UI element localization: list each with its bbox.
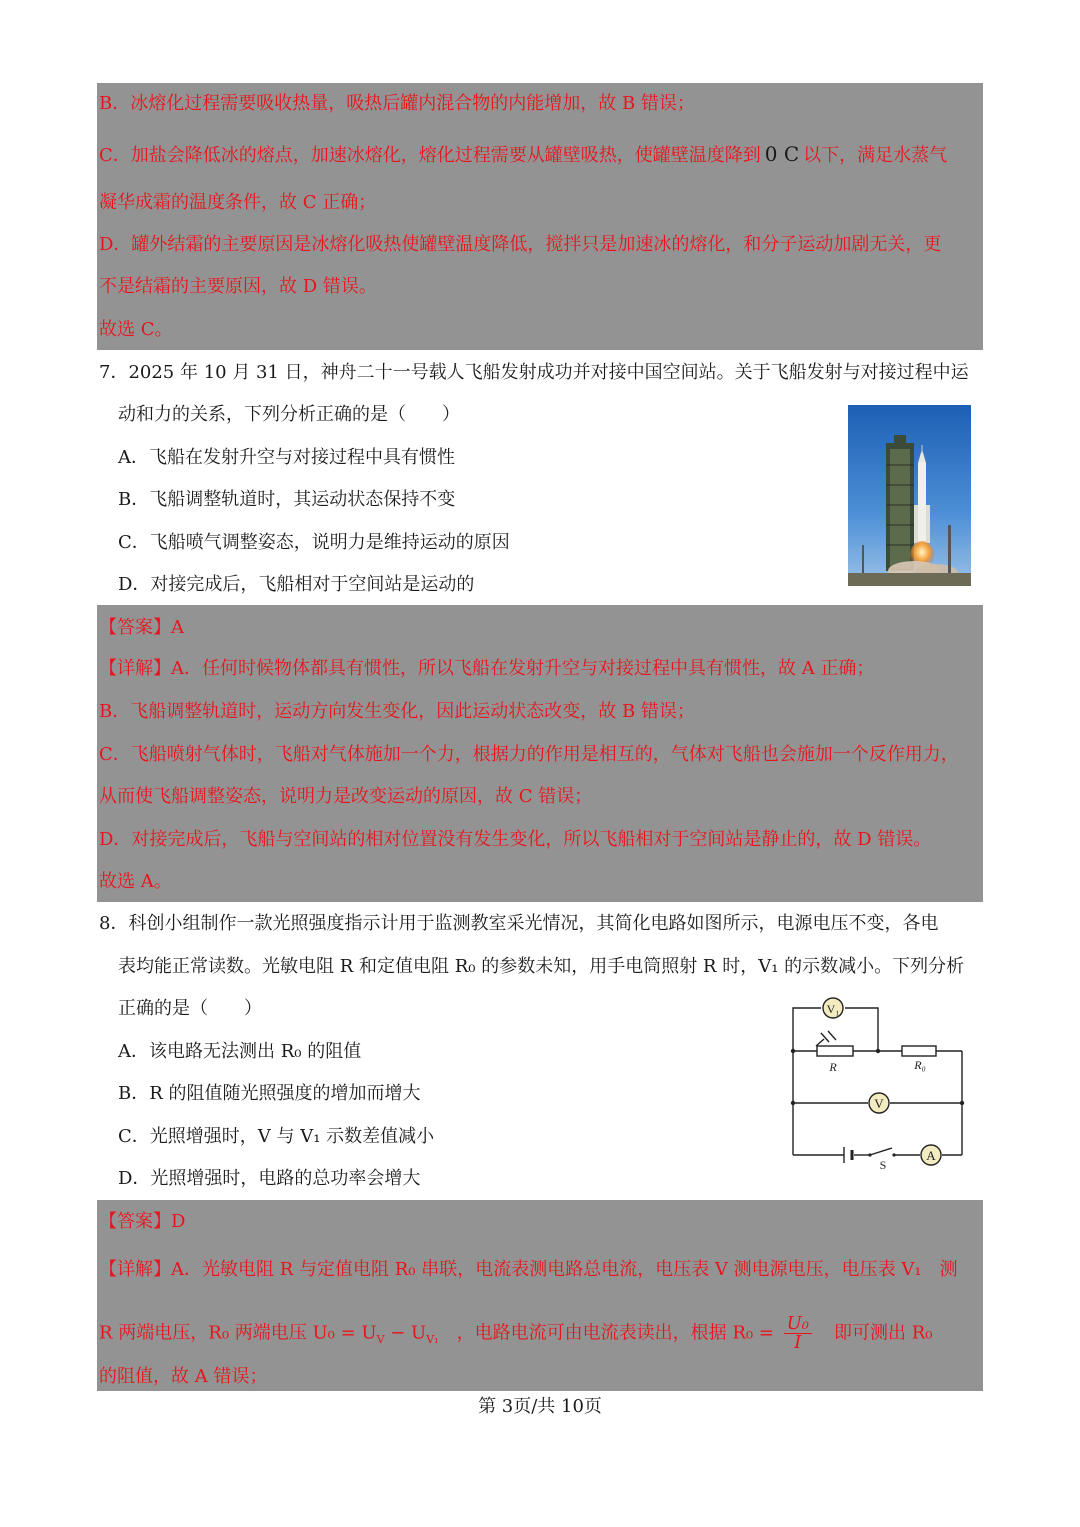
q8-explain-2c: ，电路电流可由电流表读出，根据 R₀ = — [438, 1322, 774, 1344]
rocket-launch-image — [848, 405, 971, 586]
label-v1: V₁ — [826, 1002, 840, 1016]
q8-option-b: B．R 的阻值随光照强度的增加而增大 — [118, 1083, 421, 1104]
q7-option-c: C．飞船喷气调整姿态，说明力是维持运动的原因 — [118, 532, 510, 553]
answer-pick: 故选 C。 — [99, 319, 173, 340]
temperature-value: 0 C — [764, 142, 800, 166]
q7-explain-6: 故选 A。 — [99, 871, 172, 892]
q7-option-b: B．飞船调整轨道时，其运动状态保持不变 — [118, 489, 456, 510]
q8-explain-2 — [99, 1315, 981, 1352]
q8-sub-v1: V₁ — [426, 1333, 439, 1347]
label-a: A — [926, 1148, 936, 1163]
label-r0: R₀ — [914, 1058, 926, 1072]
fraction — [784, 1315, 812, 1352]
q8-option-d: D．光照增强时，电路的总功率会增大 — [118, 1168, 421, 1189]
q8-stem-line3: 正确的是（ ） — [118, 998, 262, 1019]
q8-option-c: C．光照增强时，V 与 V₁ 示数差值减小 — [118, 1126, 435, 1147]
answer-line-c1-end: 以下，满足水蒸气 — [803, 145, 948, 166]
answer-line-c1-text: C．加盐会降低冰的熔点，加速冰熔化，熔化过程需要从罐壁吸热，使罐壁温度降到 — [99, 145, 761, 166]
q7-explain-2: B．飞船调整轨道时，运动方向发生变化，因此运动状态改变，故 B 错误； — [99, 701, 695, 722]
label-s: S — [879, 1158, 887, 1172]
label-r: R — [829, 1060, 837, 1074]
q8-stem-line1: 8．科创小组制作一款光照强度指示计用于监测教室采光情况，其简化电路如图所示，电源电压不变，各电 — [99, 913, 939, 934]
q8-explain-2a: R 两端电压，R₀ 两端电压 U₀ = U — [99, 1322, 377, 1344]
answer-line-d1: D．罐外结霜的主要原因是冰熔化吸热使罐壁温度降低，搅拌只是加速冰的熔化，和分子运动加剧无关，更 — [99, 234, 942, 255]
q7-option-a: A．飞船在发射升空与对接过程中具有惯性 — [118, 447, 455, 468]
q7-explain-1: 【详解】A．任何时候物体都具有惯性，所以飞船在发射升空与对接过程中具有惯性，故 A 正确； — [99, 658, 875, 679]
q8-explain-2d: 即可测出 R₀ — [816, 1322, 933, 1344]
q8-explain-2b: − U — [384, 1322, 427, 1344]
q8-explain-3: 的阻值，故 A 错误； — [99, 1366, 268, 1387]
answer-line-c1 — [99, 142, 981, 168]
fraction-numerator: U₀ — [784, 1315, 812, 1334]
answer-line-d2: 不是结霜的主要原因，故 D 错误。 — [99, 276, 377, 297]
q7-explain-3: C．飞船喷射气体时，飞船对气体施加一个力，根据力的作用是相互的，气体对飞船也会施加一个反作用力， — [99, 744, 959, 765]
page-footer: 第 3页/共 10页 — [478, 1396, 602, 1417]
q8-explain-1: 【详解】A．光敏电阻 R 与定值电阻 R₀ 串联，电流表测电路总电流，电压表 V 测电源电压，电压表 V₁ 测 — [99, 1259, 958, 1280]
answer-line-b: B．冰熔化过程需要吸收热量，吸热后罐内混合物的内能增加，故 B 错误； — [99, 93, 695, 114]
q7-stem-line1: 7．2025 年 10 月 31 日，神舟二十一号载人飞船发射成功并对接中国空间站。关于飞船发射与对接过程中运 — [99, 362, 969, 383]
q8-stem-line2: 表均能正常读数。光敏电阻 R 和定值电阻 R₀ 的参数未知，用手电筒照射 R 时，V₁ 的示数减小。下列分析 — [118, 956, 965, 977]
label-v: V — [874, 1096, 884, 1111]
q7-explain-4: 从而使飞船调整姿态，说明力是改变运动的原因，故 C 错误； — [99, 786, 593, 807]
q8-option-a: A．该电路无法测出 R₀ 的阻值 — [118, 1041, 362, 1062]
q7-option-d: D．对接完成后，飞船相对于空间站是运动的 — [118, 574, 475, 595]
answer-line-c2: 凝华成霜的温度条件，故 C 正确； — [99, 192, 377, 213]
q8-sub-v: V — [376, 1333, 385, 1347]
q8-answer: 【答案】D — [99, 1211, 186, 1232]
answer-block-top — [97, 83, 983, 350]
fraction-denominator: I — [794, 1332, 802, 1353]
q7-answer: 【答案】A — [99, 617, 184, 638]
q7-explain-5: D．对接完成后，飞船与空间站的相对位置没有发生变化，所以飞船相对于空间站是静止的，故 D 错误。 — [99, 829, 932, 850]
q7-stem-line2: 动和力的关系，下列分析正确的是（ ） — [118, 404, 460, 425]
circuit-diagram — [786, 995, 971, 1175]
